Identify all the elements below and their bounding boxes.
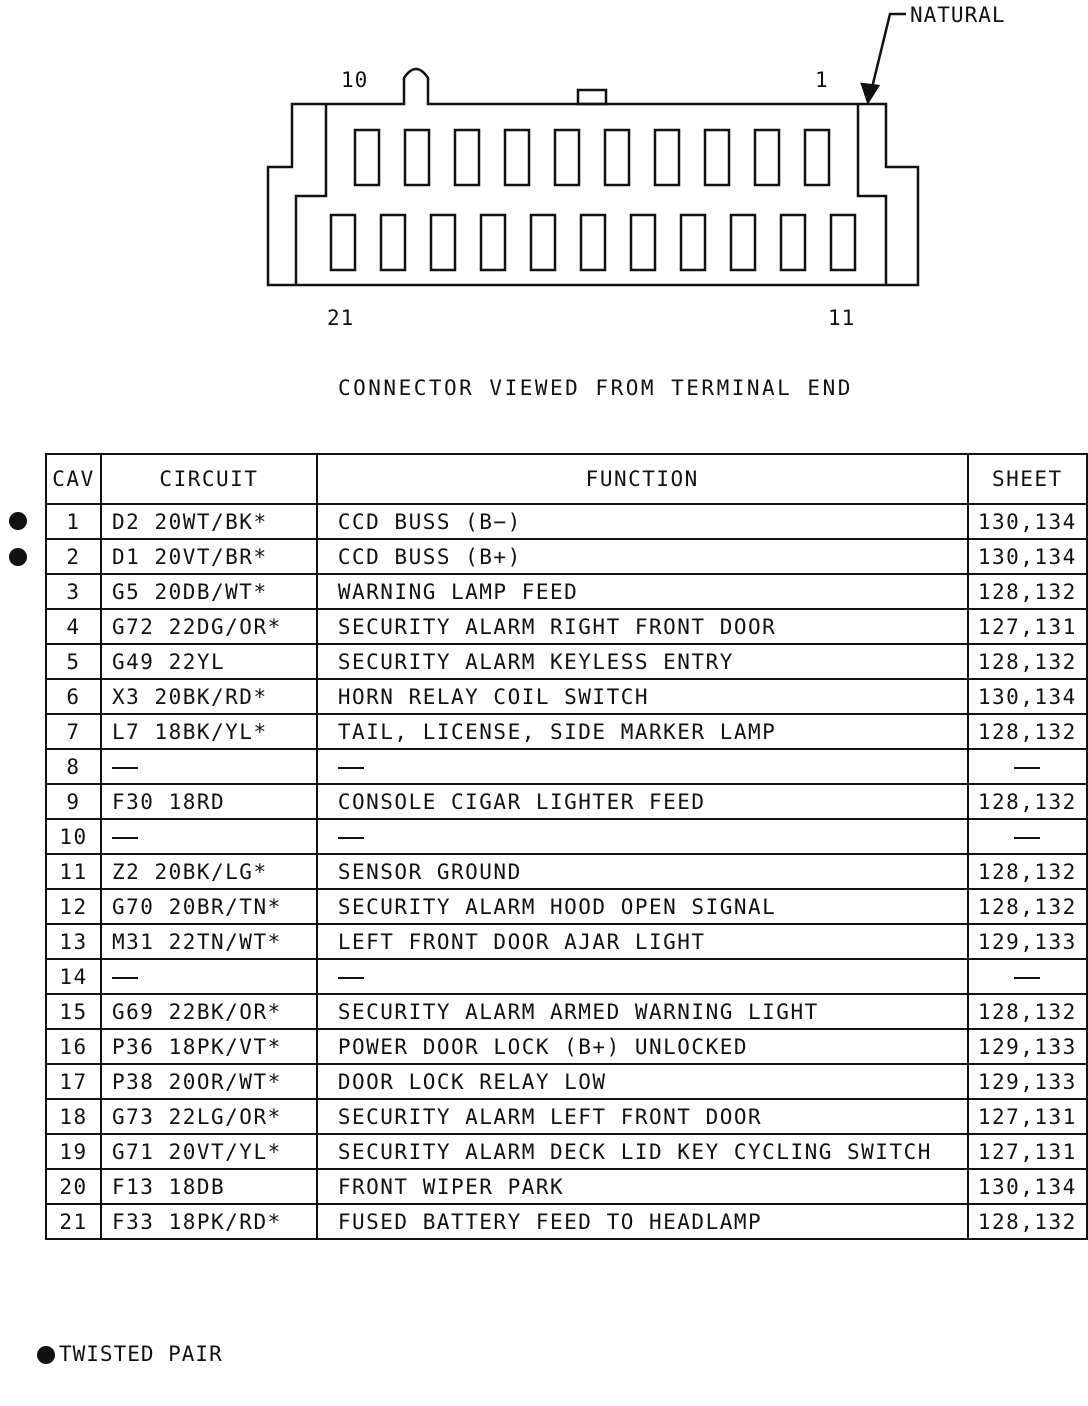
circuit-cell: G71 20VT/YL*	[101, 1134, 317, 1169]
sheet-cell	[968, 959, 1087, 994]
sheet-cell: 128,132	[968, 1204, 1087, 1239]
cav-cell: 4	[46, 609, 101, 644]
function-cell: POWER DOOR LOCK (B+) UNLOCKED	[317, 1029, 968, 1064]
bottom-row-cavities	[331, 215, 855, 270]
circuit-cell: G49 22YL	[101, 644, 317, 679]
sheet-cell: 129,133	[968, 1064, 1087, 1099]
function-cell: HORN RELAY COIL SWITCH	[317, 679, 968, 714]
cav-cell: 2	[46, 539, 101, 574]
table-row	[46, 1204, 1087, 1239]
top-cavity	[405, 130, 429, 185]
natural-arrow	[862, 14, 906, 102]
bottom-cavity	[681, 215, 705, 270]
table-row	[46, 574, 1087, 609]
cav-cell: 21	[46, 1204, 101, 1239]
table-row	[46, 854, 1087, 889]
twisted-pair-dot-icon	[9, 512, 27, 530]
top-cavity	[455, 130, 479, 185]
table-row	[46, 994, 1087, 1029]
sheet-cell	[968, 819, 1087, 854]
connector-outline	[268, 69, 918, 285]
bottom-cavity	[381, 215, 405, 270]
cav-cell: 19	[46, 1134, 101, 1169]
twisted-pair-dot-icon	[9, 548, 27, 566]
function-cell: SENSOR GROUND	[317, 854, 968, 889]
bottom-cavity	[431, 215, 455, 270]
table-row	[46, 1099, 1087, 1134]
function-cell: CCD BUSS (B−)	[317, 504, 968, 539]
cav-cell: 8	[46, 749, 101, 784]
table-row	[46, 924, 1087, 959]
circuit-cell: G69 22BK/OR*	[101, 994, 317, 1029]
sheet-cell	[968, 749, 1087, 784]
circuit-cell	[101, 959, 317, 994]
cav-cell: 18	[46, 1099, 101, 1134]
function-cell: SECURITY ALARM RIGHT FRONT DOOR	[317, 609, 968, 644]
circuit-cell: P36 18PK/VT*	[101, 1029, 317, 1064]
sheet-cell: 128,132	[968, 854, 1087, 889]
sheet-cell: 130,134	[968, 504, 1087, 539]
circuit-cell: F13 18DB	[101, 1169, 317, 1204]
top-cavity	[355, 130, 379, 185]
natural-label: NATURAL	[910, 3, 1006, 27]
pin-label-10: 10	[341, 68, 369, 92]
table-row	[46, 1064, 1087, 1099]
cav-cell: 1	[46, 504, 101, 539]
function-cell: DOOR LOCK RELAY LOW	[317, 1064, 968, 1099]
sheet-cell: 130,134	[968, 539, 1087, 574]
circuit-cell: D2 20WT/BK*	[101, 504, 317, 539]
cav-cell: 17	[46, 1064, 101, 1099]
empty-dash	[112, 837, 138, 839]
circuit-cell: G72 22DG/OR*	[101, 609, 317, 644]
pin-label-11: 11	[828, 306, 856, 330]
cav-cell: 12	[46, 889, 101, 924]
table-header-row	[46, 454, 1087, 504]
table-row	[46, 1029, 1087, 1064]
sheet-cell: 128,132	[968, 994, 1087, 1029]
function-cell: LEFT FRONT DOOR AJAR LIGHT	[317, 924, 968, 959]
circuit-cell: G70 20BR/TN*	[101, 889, 317, 924]
sheet-cell: 128,132	[968, 644, 1087, 679]
sheet-cell: 130,134	[968, 1169, 1087, 1204]
bottom-cavity	[831, 215, 855, 270]
function-cell	[317, 749, 968, 784]
empty-dash	[338, 837, 364, 839]
circuit-cell: D1 20VT/BR*	[101, 539, 317, 574]
twisted-pair-marker-icon	[37, 1346, 55, 1364]
cav-cell: 3	[46, 574, 101, 609]
cav-cell: 9	[46, 784, 101, 819]
sheet-cell: 128,132	[968, 889, 1087, 924]
table-row	[46, 959, 1087, 994]
circuit-cell	[101, 819, 317, 854]
circuit-cell: G73 22LG/OR*	[101, 1099, 317, 1134]
table-row	[46, 679, 1087, 714]
function-cell: SECURITY ALARM DECK LID KEY CYCLING SWITCH	[317, 1134, 968, 1169]
empty-dash	[112, 977, 138, 979]
sheet-cell: 128,132	[968, 714, 1087, 749]
bottom-cavity	[781, 215, 805, 270]
cav-cell: 11	[46, 854, 101, 889]
header-cav: CAV	[46, 454, 101, 504]
bottom-cavity	[481, 215, 505, 270]
function-cell: TAIL, LICENSE, SIDE MARKER LAMP	[317, 714, 968, 749]
circuit-cell: L7 18BK/YL*	[101, 714, 317, 749]
circuit-cell: G5 20DB/WT*	[101, 574, 317, 609]
table-row	[46, 784, 1087, 819]
empty-dash	[338, 977, 364, 979]
cav-cell: 14	[46, 959, 101, 994]
header-circuit: CIRCUIT	[101, 454, 317, 504]
top-cavity	[605, 130, 629, 185]
cav-cell: 7	[46, 714, 101, 749]
circuit-cell: M31 22TN/WT*	[101, 924, 317, 959]
table-row	[46, 714, 1087, 749]
sheet-cell: 127,131	[968, 1099, 1087, 1134]
cav-cell: 16	[46, 1029, 101, 1064]
sheet-cell: 129,133	[968, 1029, 1087, 1064]
table-row	[46, 644, 1087, 679]
function-cell: WARNING LAMP FEED	[317, 574, 968, 609]
bottom-cavity	[581, 215, 605, 270]
function-cell	[317, 959, 968, 994]
sheet-cell: 127,131	[968, 609, 1087, 644]
top-cavity	[755, 130, 779, 185]
top-cavity	[805, 130, 829, 185]
table-row	[46, 504, 1087, 539]
circuit-cell: F33 18PK/RD*	[101, 1204, 317, 1239]
bottom-cavity	[731, 215, 755, 270]
twisted-pair-legend: TWISTED PAIR	[59, 1342, 223, 1366]
function-cell: SECURITY ALARM LEFT FRONT DOOR	[317, 1099, 968, 1134]
top-cavity	[505, 130, 529, 185]
sheet-cell: 128,132	[968, 784, 1087, 819]
header-function: FUNCTION	[317, 454, 968, 504]
table-row	[46, 1134, 1087, 1169]
table-row	[46, 749, 1087, 784]
top-row-cavities	[355, 130, 829, 185]
table-row	[46, 889, 1087, 924]
circuit-cell: Z2 20BK/LG*	[101, 854, 317, 889]
table-row	[46, 539, 1087, 574]
cav-cell: 10	[46, 819, 101, 854]
header-sheet: SHEET	[968, 454, 1087, 504]
function-cell: CONSOLE CIGAR LIGHTER FEED	[317, 784, 968, 819]
empty-dash	[1014, 837, 1040, 839]
function-cell: SECURITY ALARM HOOD OPEN SIGNAL	[317, 889, 968, 924]
function-cell: CCD BUSS (B+)	[317, 539, 968, 574]
circuit-cell: F30 18RD	[101, 784, 317, 819]
function-cell	[317, 819, 968, 854]
cav-cell: 5	[46, 644, 101, 679]
connector-diagram	[0, 0, 1088, 440]
function-cell: FRONT WIPER PARK	[317, 1169, 968, 1204]
cav-cell: 15	[46, 994, 101, 1029]
pin-label-1: 1	[815, 68, 829, 92]
circuit-cell: X3 20BK/RD*	[101, 679, 317, 714]
function-cell: SECURITY ALARM ARMED WARNING LIGHT	[317, 994, 968, 1029]
cav-cell: 20	[46, 1169, 101, 1204]
top-cavity	[555, 130, 579, 185]
table-row	[46, 1169, 1087, 1204]
empty-dash	[112, 767, 138, 769]
table-row	[46, 609, 1087, 644]
sheet-cell: 128,132	[968, 574, 1087, 609]
top-cavity	[655, 130, 679, 185]
pin-label-21: 21	[327, 306, 355, 330]
bottom-cavity	[331, 215, 355, 270]
sheet-cell: 130,134	[968, 679, 1087, 714]
empty-dash	[1014, 767, 1040, 769]
sheet-cell: 127,131	[968, 1134, 1087, 1169]
function-cell: FUSED BATTERY FEED TO HEADLAMP	[317, 1204, 968, 1239]
cav-cell: 13	[46, 924, 101, 959]
diagram-caption: CONNECTOR VIEWED FROM TERMINAL END	[338, 376, 853, 400]
sheet-cell: 129,133	[968, 924, 1087, 959]
top-cavity	[705, 130, 729, 185]
bottom-cavity	[631, 215, 655, 270]
circuit-cell: P38 20OR/WT*	[101, 1064, 317, 1099]
table-row	[46, 819, 1087, 854]
empty-dash	[338, 767, 364, 769]
cav-cell: 6	[46, 679, 101, 714]
bottom-cavity	[531, 215, 555, 270]
pinout-table	[45, 453, 1088, 1240]
circuit-cell	[101, 749, 317, 784]
function-cell: SECURITY ALARM KEYLESS ENTRY	[317, 644, 968, 679]
empty-dash	[1014, 977, 1040, 979]
